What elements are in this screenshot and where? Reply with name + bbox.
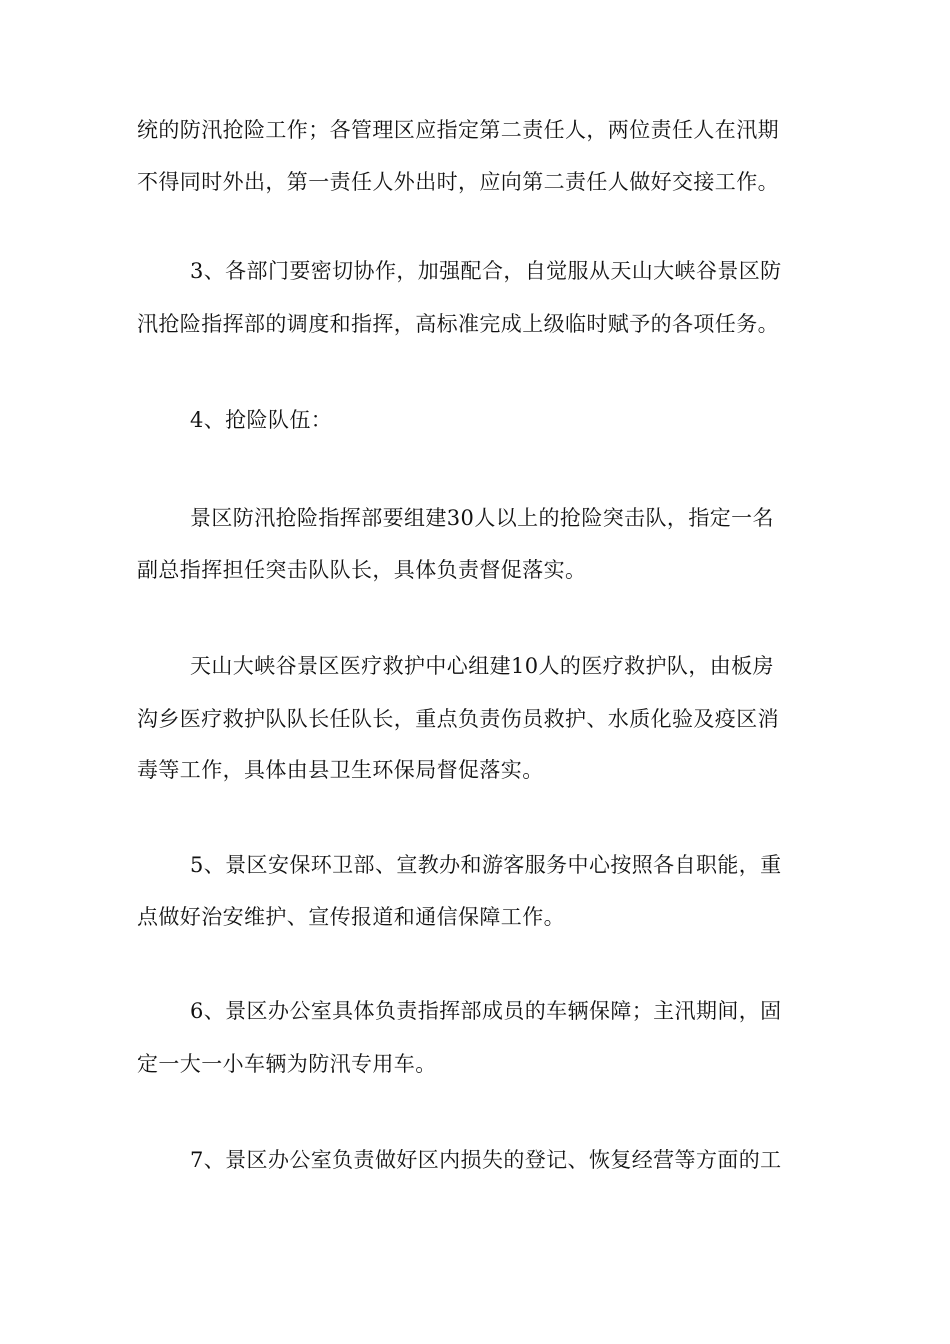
paragraph-4b-line-3: 毒等工作，具体由县卫生环保局督促落实。 xyxy=(137,758,544,782)
paragraph-4a-line-2: 副总指挥担任突击队队长，具体负责督促落实。 xyxy=(137,558,587,582)
paragraph-5-line-1: 5、景区安保环卫部、宣教办和游客服务中心按照各自职能，重 xyxy=(190,853,782,877)
paragraph-3-line-1: 3、各部门要密切协作，加强配合，自觉服从天山大峡谷景区防 xyxy=(190,259,782,283)
paragraph-3-line-2: 汛抢险指挥部的调度和指挥，高标准完成上级临时赋予的各项任务。 xyxy=(137,312,779,336)
paragraph-4a-line-1: 景区防汛抢险指挥部要组建30人以上的抢险突击队，指定一名 xyxy=(190,506,774,530)
section-heading-4: 4、抢险队伍： xyxy=(190,408,333,432)
paragraph-7-line-1: 7、景区办公室负责做好区内损失的登记、恢复经营等方面的工 xyxy=(190,1148,782,1172)
paragraph-4b-line-2: 沟乡医疗救护队队长任队长，重点负责伤员救护、水质化验及疫区消 xyxy=(137,707,779,731)
text-line: 不得同时外出，第一责任人外出时，应向第二责任人做好交接工作。 xyxy=(137,170,779,194)
text-line: 统的防汛抢险工作；各管理区应指定第二责任人，两位责任人在汛期 xyxy=(137,118,779,142)
paragraph-5-line-2: 点做好治安维护、宣传报道和通信保障工作。 xyxy=(137,905,565,929)
paragraph-6-line-2: 定一大一小车辆为防汛专用车。 xyxy=(137,1052,437,1076)
paragraph-4b-line-1: 天山大峡谷景区医疗救护中心组建10人的医疗救护队，由板房 xyxy=(190,654,774,678)
paragraph-6-line-1: 6、景区办公室具体负责指挥部成员的车辆保障；主汛期间，固 xyxy=(190,999,782,1023)
